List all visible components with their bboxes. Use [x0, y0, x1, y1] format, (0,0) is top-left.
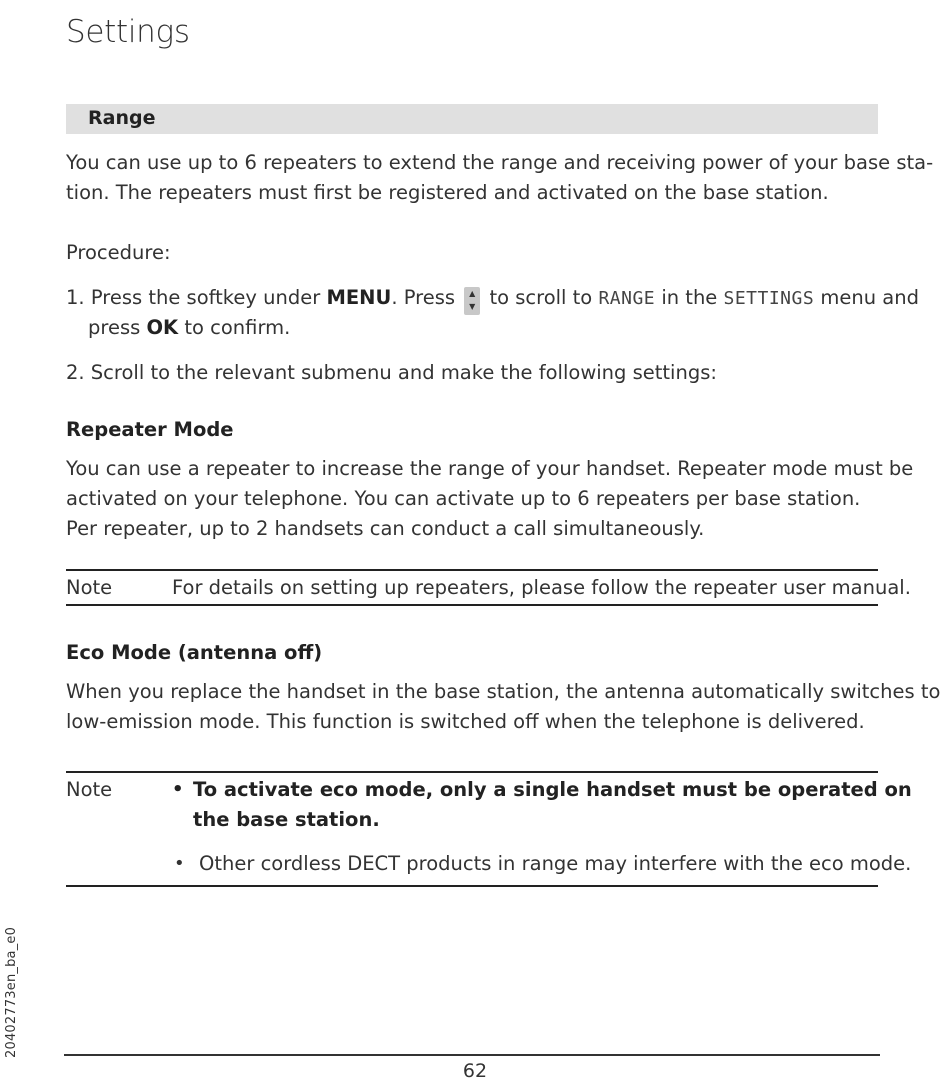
ok-key-label: OK [146, 316, 179, 339]
step-1-text-b: . Press [391, 286, 462, 309]
step-1-text-g: to confirm. [178, 316, 291, 339]
step-1-text-c: to scroll to [483, 286, 599, 309]
scroll-up-icon: ▲ [469, 289, 476, 298]
range-heading: Range [88, 107, 156, 129]
note-bottom-rule [66, 604, 878, 606]
settings-display-text: SETTINGS [723, 288, 815, 309]
bullet-icon: • [172, 779, 184, 800]
repeater-mode-heading: Repeater Mode [66, 418, 234, 441]
range-intro-line-2: tion. The repeaters must first be registered and activated on the base station. [66, 181, 829, 204]
section-heading-bar [66, 104, 878, 134]
step-1-text-a: Press the softkey under [90, 286, 327, 309]
note-top-rule [66, 569, 878, 571]
scroll-key-icon [464, 287, 480, 315]
repeater-line-3: Per repeater, up to 2 handsets can conduct a call simultaneously. [66, 517, 705, 540]
step-1-text-d: in the [655, 286, 724, 309]
document-code [4, 928, 24, 1058]
step-2: 2. Scroll to the relevant submenu and make the following settings: [66, 361, 717, 384]
range-intro-line-1: You can use up to 6 repeaters to extend the range and receiving power of your base sta- [66, 151, 934, 174]
bullet-icon: • [174, 853, 185, 874]
eco-line-1: When you replace the handset in the base station, the antenna automatically switches to [66, 680, 941, 703]
note-label: Note [66, 576, 113, 599]
page-number: 62 [462, 1060, 488, 1082]
repeater-line-2: activated on your telephone. You can activate up to 6 repeaters per base station. [66, 487, 861, 510]
range-display-text: RANGE [598, 288, 656, 309]
eco-note-label: Note [66, 778, 113, 801]
footer-rule [64, 1054, 880, 1056]
repeater-note-text: For details on setting up repeaters, please follow the repeater user manual. [172, 576, 911, 599]
step-1-number: 1. [66, 286, 85, 309]
step-1-line-1 [66, 283, 919, 315]
scroll-down-icon: ▼ [469, 302, 476, 311]
menu-key-label: MENU [326, 286, 392, 309]
step-1-text-e: menu and [814, 286, 919, 309]
procedure-label: Procedure: [66, 241, 171, 264]
eco-bullet-1-line-1: To activate eco mode, only a single handset must be operated on [193, 778, 912, 801]
step-1-text-f: press [88, 316, 147, 339]
eco-bullet-1-line-2: the base station. [193, 808, 380, 831]
eco-note-bottom-rule [66, 885, 878, 887]
eco-bullet-2: Other cordless DECT products in range may interfere with the eco mode. [199, 852, 912, 875]
page-title: Settings [66, 14, 190, 50]
repeater-line-1: You can use a repeater to increase the range of your handset. Repeater mode must be [66, 457, 914, 480]
eco-line-2: low-emission mode. This function is switched off when the telephone is delivered. [66, 710, 865, 733]
eco-note-top-rule [66, 771, 878, 773]
document-code-text: 20402773en_ba_e0 [4, 926, 19, 1058]
eco-mode-heading: Eco Mode (antenna off) [66, 641, 323, 664]
step-1-line-2 [88, 313, 290, 343]
